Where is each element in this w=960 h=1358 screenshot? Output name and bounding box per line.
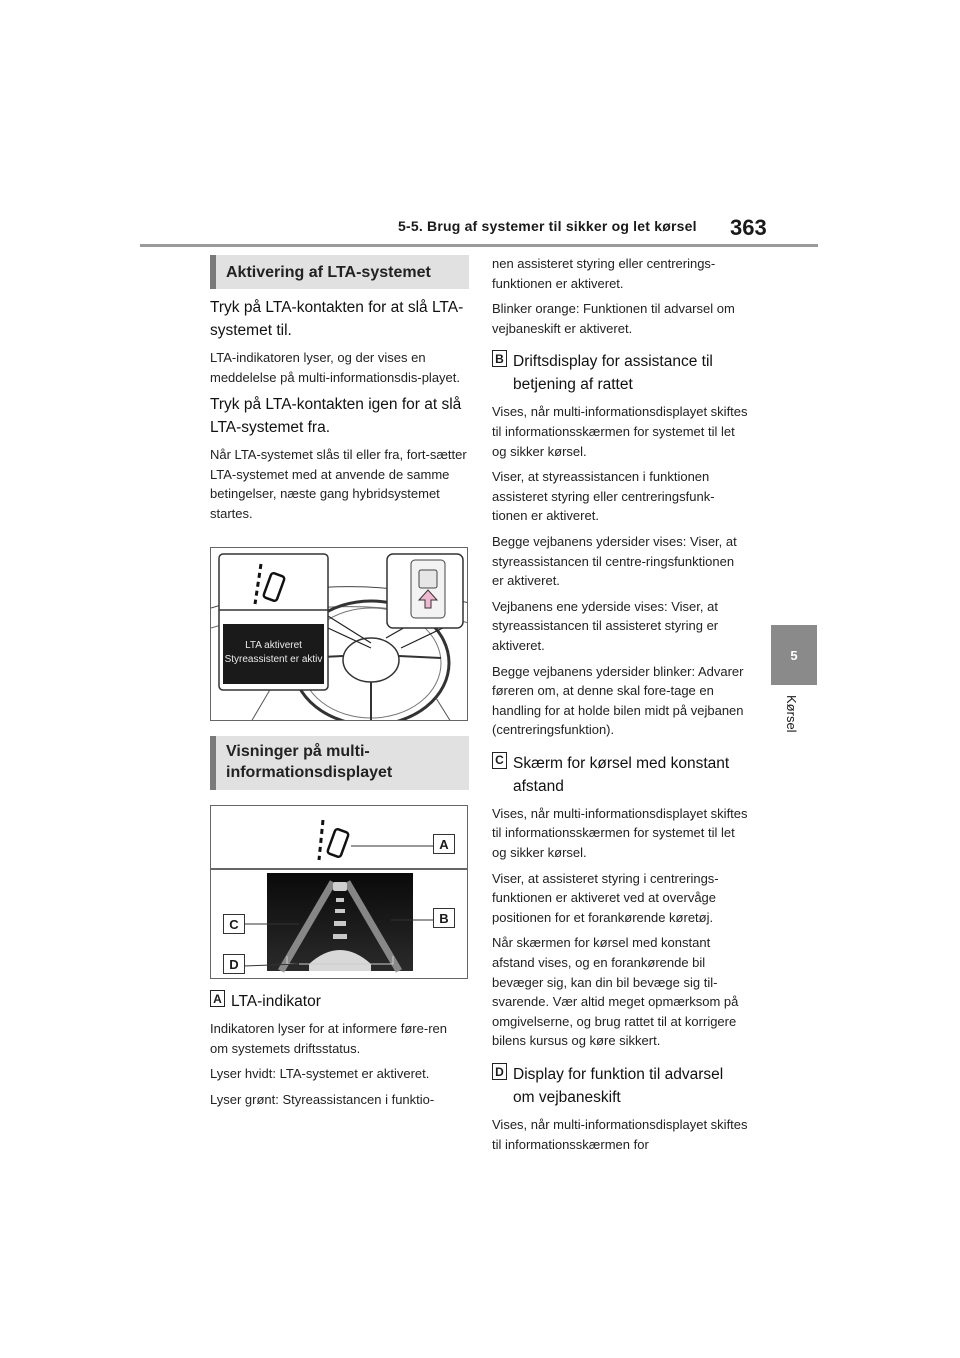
- item-a-p2: Lyser hvidt: LTA-systemet er aktiveret.: [210, 1066, 430, 1082]
- item-d-letter: D: [492, 1063, 507, 1080]
- display-message-line2: Styreassistent er aktiv: [224, 654, 323, 665]
- display-message: [223, 639, 324, 667]
- item-b-p1: Vises, når multi-informationsdisplayet skiftes til informationsskærmen for systemet til let og sikker kørsel.: [492, 404, 748, 459]
- display-message-line1: LTA aktiveret: [245, 640, 302, 651]
- item-a-p1: Indikatoren lyser for at informere føre-ren om systemets driftsstatus.: [210, 1021, 447, 1056]
- item-d-heading: [492, 1063, 748, 1109]
- item-c-p3: Når skærmen for kørsel med konstant afstand vises, og en forankørende bil bevæger sig, kan din bil bevæge sig til-svarende. Vær altid meget opmærksom på omgivelserne, og brug rattet til at korrigere bilens kursus og køre sikkert.: [492, 935, 739, 1049]
- item-a-letter: A: [210, 990, 225, 1007]
- item-b-title: Driftsdisplay for assistance til betjening af rattet: [513, 353, 713, 394]
- item-b-p2: Viser, at styreassistancen i funktionen assisteret styring eller centreringsfunk-tionen er aktiveret.: [492, 469, 715, 524]
- section-heading-displays: [210, 736, 469, 790]
- steering-wheel-illustration: [211, 548, 468, 721]
- body-turn-off: Når LTA-systemet slås til eller fra, fort-sætter LTA-systemet med at anvende de samme betingelser, næste gang hybridsystemet startes.: [210, 447, 467, 521]
- item-b-p5: Begge vejbanens ydersider blinker: Advarer føreren om, at denne skal fore-tage en handling for at holde bilen midt på vejbanen (centreringsfunktion).: [492, 663, 744, 738]
- lta-indicator-icon: [319, 820, 349, 860]
- figure-lta-switch: [210, 547, 468, 721]
- display-illustration: [211, 806, 468, 979]
- item-c-letter: C: [492, 752, 507, 769]
- callout-b: B: [433, 908, 455, 928]
- chapter-number: 5: [790, 647, 798, 663]
- figure-multi-info-display: [210, 805, 468, 979]
- item-a: [210, 990, 468, 1109]
- section-heading-activation: Aktivering af LTA-systemet: [210, 255, 469, 289]
- item-d-p1: Vises, når multi-informationsdisplayet skiftes til informationsskærmen for: [492, 1117, 748, 1152]
- item-c-p2: Viser, at assisteret styring i centrerings-funktionen er aktiveret ved at overvåge positionen for et forankørende køretøj.: [492, 870, 719, 925]
- callout-c: C: [223, 914, 245, 934]
- callout-a: A: [433, 834, 455, 854]
- lead-turn-off: Tryk på LTA-kontakten igen for at slå LTA-systemet fra.: [210, 396, 462, 437]
- item-b-p4: Vejbanens ene yderside vises: Viser, at styreassistancen til assisteret styring er aktiveret.: [492, 598, 719, 653]
- section-heading-displays-line2: informationsdisplayet: [226, 764, 393, 781]
- chapter-name: Kørsel: [784, 695, 799, 733]
- right-column: [492, 254, 748, 1154]
- item-c-p1: Vises, når multi-informationsdisplayet skiftes til informationsskærmen for systemet til let og sikker kørsel.: [492, 805, 748, 861]
- body-turn-on: LTA-indikatoren lyser, og der vises en meddelelse på multi-informationsdis-playet.: [210, 350, 461, 385]
- section-heading-displays-line1: Visninger på multi-: [226, 743, 370, 760]
- item-b-p3: Begge vejbanens ydersider vises: Viser, at styreassistancen til centre-ringsfunktionen er aktiveret.: [492, 533, 737, 589]
- chapter-tab: [771, 625, 817, 685]
- activation-text: [210, 296, 468, 524]
- page-number: 363: [730, 215, 767, 240]
- item-c-title: Skærm for kørsel med konstant afstand: [513, 754, 730, 795]
- running-header: 5-5. Brug af systemer til sikker og let kørsel: [398, 218, 697, 234]
- header-rule: [140, 244, 818, 247]
- item-d-title: Display for funktion til advarsel om vejbaneskift: [513, 1066, 724, 1106]
- lead-turn-on: Tryk på LTA-kontakten for at slå LTA-systemet til.: [210, 299, 464, 339]
- item-a-p4: Blinker orange: Funktionen til advarsel om vejbaneskift er aktiveret.: [492, 301, 735, 336]
- item-b-heading: [492, 350, 748, 396]
- item-b-letter: B: [492, 350, 507, 367]
- item-a-p3-continued: nen assisteret styring eller centrerings-funktionen er aktiveret.: [492, 256, 716, 291]
- item-a-title: LTA-indikator: [231, 993, 321, 1010]
- item-c-heading: [492, 752, 748, 798]
- callout-d: D: [223, 954, 245, 974]
- item-a-p3: Lyser grønt: Styreassistancen i funktio-: [210, 1091, 435, 1107]
